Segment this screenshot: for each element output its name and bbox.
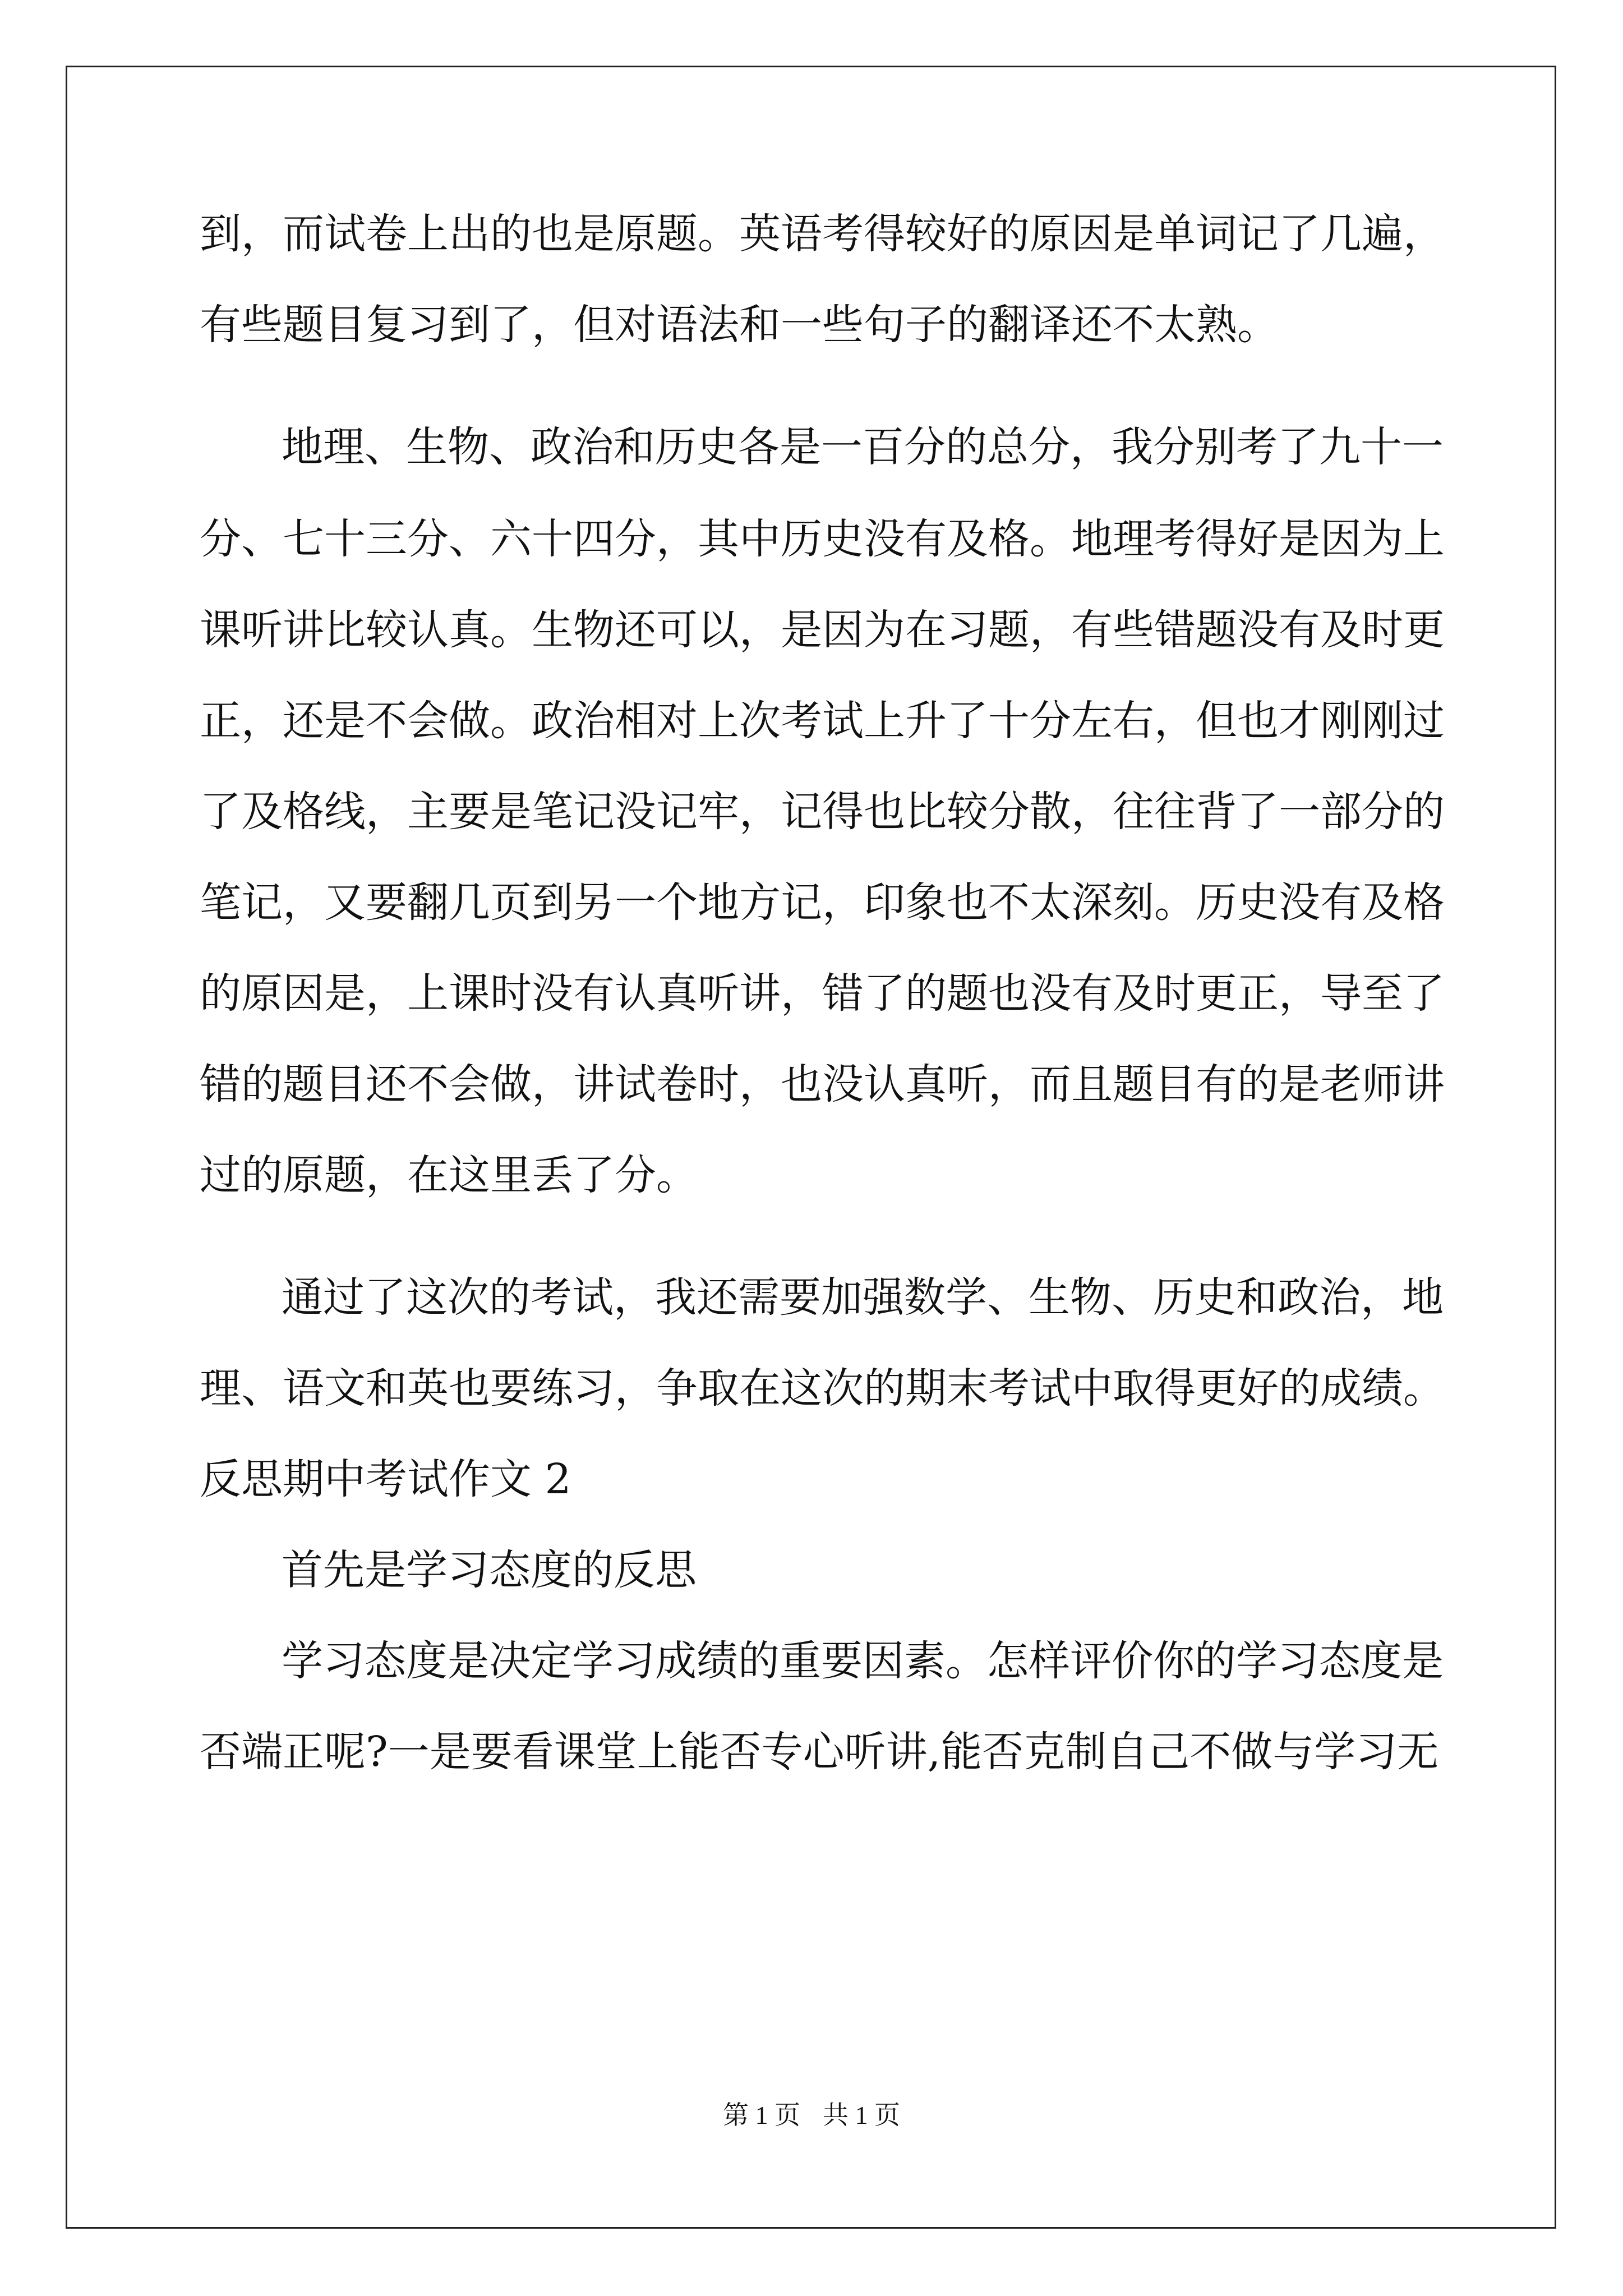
text-line: 理、语文和英也要练习，争取在这次的期末考试中取得更好的成绩。 bbox=[200, 1364, 1445, 1412]
text-line: 了及格线，主要是笔记没记牢，记得也比较分散，往往背了一部分的 bbox=[200, 788, 1445, 836]
text-line: 到，而试卷上出的也是原题。英语考得较好的原因是单词记了几遍， bbox=[200, 210, 1445, 258]
text-line: 过的原题，在这里丢了分。 bbox=[200, 1151, 698, 1199]
text-line: 分、七十三分、六十四分，其中历史没有及格。地理考得好是因为上 bbox=[200, 515, 1445, 563]
page-number-total: 共 1 页 bbox=[823, 2101, 900, 2129]
section-heading: 反思期中考试作文 2 bbox=[200, 1455, 571, 1503]
paragraph-start-line: 学习态度是决定学习成绩的重要因素。怎样评价你的学习态度是 bbox=[282, 1637, 1444, 1685]
text-line: 正，还是不会做。政治相对上次考试上升了十分左右，但也才刚刚过 bbox=[200, 697, 1445, 745]
text-line: 的原因是，上课时没有认真听讲，错了的题也没有及时更正，导至了 bbox=[200, 969, 1445, 1018]
text-line: 有些题目复习到了，但对语法和一些句子的翻译还不太熟。 bbox=[200, 301, 1279, 349]
subsection-heading: 首先是学习态度的反思 bbox=[282, 1546, 697, 1594]
page-number-current: 第 1 页 bbox=[723, 2101, 800, 2129]
page-frame bbox=[66, 66, 1556, 2229]
text-line: 笔记，又要翻几页到另一个地方记，印象也不太深刻。历史没有及格 bbox=[200, 878, 1445, 927]
text-line: 错的题目还不会做，讲试卷时，也没认真听，而且题目有的是老师讲 bbox=[200, 1060, 1445, 1108]
text-line: 课听讲比较认真。生物还可以，是因为在习题，有些错题没有及时更 bbox=[200, 606, 1445, 654]
paragraph-start-line: 通过了这次的考试，我还需要加强数学、生物、历史和政治，地 bbox=[282, 1273, 1444, 1322]
text-line: 否端正呢?一是要看课堂上能否专心听讲,能否克制自己不做与学习无 bbox=[200, 1728, 1439, 1776]
paragraph-start-line: 地理、生物、政治和历史各是一百分的总分，我分别考了九十一 bbox=[282, 423, 1444, 471]
page-footer bbox=[0, 2095, 1623, 2132]
